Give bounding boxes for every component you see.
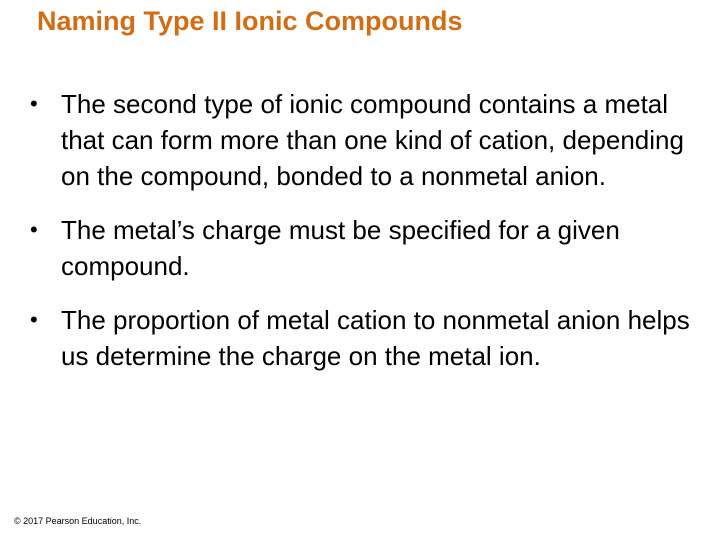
bullet-item <box>30 302 710 374</box>
bullet-text: The proportion of metal cation to nonmetal anion helps us determine the charge on the metal ion. <box>61 305 690 371</box>
bullet-marker: • <box>30 217 38 242</box>
bullet-text: The second type of ionic compound contains a metal that can form more than one kind of cation, depending on the compound, bonded to a nonmetal anion. <box>61 89 684 191</box>
bullet-marker: • <box>30 307 38 332</box>
slide-title: Naming Type II Ionic Compounds <box>37 6 463 36</box>
bullet-item <box>30 86 710 194</box>
bullet-marker: • <box>30 91 38 116</box>
bullet-item <box>30 212 710 284</box>
bullet-list <box>30 86 710 374</box>
bullet-text: The metal’s charge must be specified for a given compound. <box>61 215 620 281</box>
copyright-footer: © 2017 Pearson Education, Inc. <box>14 516 142 526</box>
